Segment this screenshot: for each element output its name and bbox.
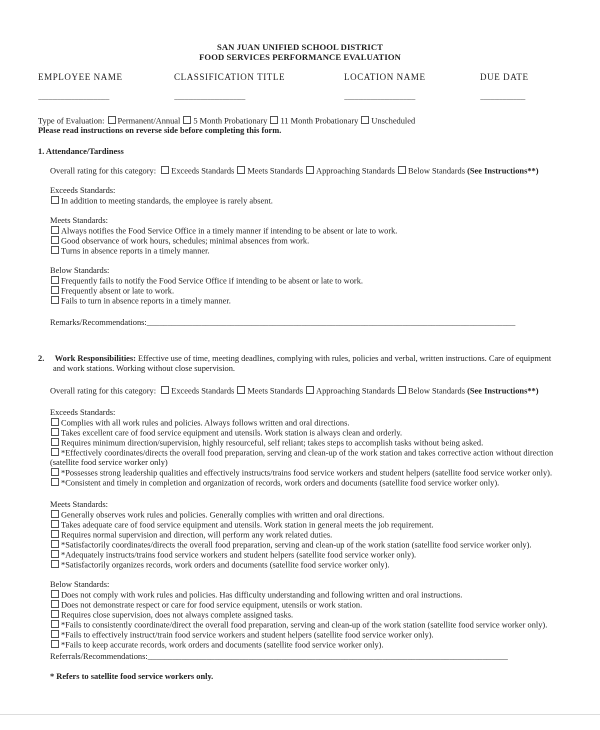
item-text: Generally observes work rules and policies. Generally complies with written and oral directions. (61, 510, 385, 520)
item-text: Requires close supervision, does not always complete assigned tasks. (61, 610, 294, 620)
checkbox-permanent[interactable] (108, 116, 116, 124)
list-item-continued: (satellite food service worker only) (50, 458, 168, 467)
rating-option-approaching: Approaching Standards (316, 386, 395, 396)
item-text: Requires minimum direction/supervision, highly resourceful, self reliant; takes steps to accomplish tasks without being asked. (61, 438, 484, 448)
below-heading: Below Standards: (50, 580, 110, 589)
item-text: *Satisfactorily coordinates/directs the overall food preparation, serving and clean-up of the work station (satellite food service worker only). (61, 540, 532, 550)
item-text: *Fails to consistently coordinate/direct the overall food preparation, serving and clean-up of the work station (satellite food service worker only). (61, 620, 548, 630)
rating-option-meets: Meets Standards (247, 166, 303, 176)
list-item (50, 478, 499, 489)
district-title: SAN JUAN UNIFIED SCHOOL DISTRICT (216, 42, 384, 52)
rating-label: Overall rating for this category: (50, 166, 157, 176)
section1-heading: 1. Attendance/Tardiness (38, 147, 124, 156)
instructions-note: Please read instructions on reverse side before completing this form. (38, 126, 282, 135)
item-checkbox[interactable] (51, 236, 59, 244)
exceeds-heading: Exceeds Standards: (50, 186, 116, 195)
item-text: Requires normal supervision and direction, will perform any work related duties. (61, 530, 333, 540)
item-text: *Fails to effectively instruct/train food service workers and student helpers (satellite food service worker only). (61, 630, 434, 640)
item-text: Takes adequate care of food service equipment and utensils. Work station in general meets the job requirement. (61, 520, 434, 530)
list-item (50, 246, 210, 257)
item-checkbox[interactable] (51, 296, 59, 304)
section2-heading-row (38, 354, 551, 365)
form-title: FOOD SERVICES PERFORMANCE EVALUATION (199, 52, 401, 62)
checkbox-below[interactable] (398, 166, 406, 174)
item-checkbox[interactable] (51, 438, 59, 446)
rating-option-below: Below Standards (408, 386, 465, 396)
rating-option-exceeds: Exceeds Standards (171, 386, 235, 396)
item-checkbox[interactable] (51, 226, 59, 234)
rating-option-exceeds: Exceeds Standards (171, 166, 235, 176)
option-11-month: 11 Month Probationary (280, 116, 359, 126)
section2-description-continued: and work stations. Working without close supervision. (53, 364, 236, 373)
list-item (50, 560, 389, 571)
item-checkbox[interactable] (51, 196, 59, 204)
item-text: *Satisfactorily organizes records, work orders and documents (satellite food service worker only). (61, 560, 390, 570)
referrals-label: Referrals/Recommendations: (50, 652, 148, 661)
section2-description: Effective use of time, meeting deadlines, complying with rules, policies and verbal, written instructions. Care of equipment (135, 354, 552, 363)
item-checkbox[interactable] (51, 540, 59, 548)
item-checkbox[interactable] (51, 286, 59, 294)
below-heading: Below Standards: (50, 266, 110, 275)
checkbox-approaching[interactable] (306, 166, 314, 174)
list-item (50, 196, 273, 207)
item-text: Frequently fails to notify the Food Service Office if intending to be absent or late to work. (61, 276, 363, 286)
rating-option-approaching: Approaching Standards (316, 166, 395, 176)
footnote: * Refers to satellite food service workers only. (50, 672, 214, 681)
exceeds-heading: Exceeds Standards: (50, 408, 116, 417)
item-text: *Adequately instructs/trains food service workers and student helpers (satellite food service worker only). (61, 550, 417, 560)
checkbox-meets[interactable] (237, 386, 245, 394)
employee-name-field[interactable]: ----------------------------------------- (38, 95, 109, 103)
list-item (50, 640, 384, 651)
checkbox-meets[interactable] (237, 166, 245, 174)
item-checkbox[interactable] (51, 478, 59, 486)
section2-number: 2. (38, 354, 45, 363)
item-text: *Consistent and timely in completion and organization of records, work orders and documents (satellite food service worker only). (61, 478, 500, 488)
item-text: *Possesses strong leadership qualities and effectively instructs/trains food service workers and student helpers (satellite food service worker only). (61, 468, 553, 478)
rating-option-meets: Meets Standards (247, 386, 303, 396)
option-unscheduled: Unscheduled (371, 116, 416, 126)
item-checkbox[interactable] (51, 428, 59, 436)
checkbox-exceeds[interactable] (161, 166, 169, 174)
location-name-label: LOCATION NAME (344, 72, 426, 82)
due-date-field[interactable]: -------------------------- (480, 95, 526, 103)
item-checkbox[interactable] (51, 630, 59, 638)
section1-rating-row (50, 166, 539, 177)
item-text: Fails to turn in absence reports in a timely manner. (61, 296, 231, 306)
item-checkbox[interactable] (51, 560, 59, 568)
item-text: *Effectively coordinates/directs the overall food preparation, serving and clean-up of the work station and takes corrective action without direction (61, 448, 554, 458)
item-text: Takes excellent care of food service equipment and utensils. Work station is always clean and orderly. (61, 428, 403, 438)
item-checkbox[interactable] (51, 620, 59, 628)
section2-rating-row (50, 386, 539, 397)
item-text: Frequently absent or late to work. (61, 286, 175, 296)
item-checkbox[interactable] (51, 246, 59, 254)
remarks-row (50, 318, 515, 329)
item-checkbox[interactable] (51, 590, 59, 598)
see-instructions: (See Instructions**) (467, 386, 539, 396)
item-checkbox[interactable] (51, 468, 59, 476)
referrals-row (50, 652, 508, 663)
item-checkbox[interactable] (51, 510, 59, 518)
employee-name-label: EMPLOYEE NAME (38, 72, 123, 82)
remarks-label: Remarks/Recommendations: (50, 318, 147, 327)
item-text: Complies with all work rules and policies. Always follows written and oral directions. (61, 418, 350, 428)
item-checkbox[interactable] (51, 276, 59, 284)
page-bottom-rule (0, 714, 600, 715)
remarks-input-line[interactable]: ________________________________________________________________________________________ (146, 318, 516, 327)
checkbox-below[interactable] (398, 386, 406, 394)
checkbox-exceeds[interactable] (161, 386, 169, 394)
see-instructions: (See Instructions**) (467, 166, 539, 176)
item-checkbox[interactable] (51, 610, 59, 618)
item-checkbox[interactable] (51, 418, 59, 426)
item-checkbox[interactable] (51, 448, 59, 456)
item-text: Does not comply with work rules and policies. Has difficulty understanding and following written and oral instructions. (61, 590, 463, 600)
item-checkbox[interactable] (51, 640, 59, 648)
checkbox-unscheduled[interactable] (361, 116, 369, 124)
item-text: Turns in absence reports in a timely manner. (61, 246, 210, 256)
rating-label: Overall rating for this category: (50, 386, 157, 396)
list-item (50, 296, 231, 307)
referrals-input-line[interactable]: ______________________________________________________________________________________ (147, 652, 508, 661)
checkbox-approaching[interactable] (306, 386, 314, 394)
meets-heading: Meets Standards: (50, 216, 108, 225)
due-date-label: DUE DATE (480, 72, 529, 82)
option-permanent: Permanent/Annual (117, 116, 181, 126)
classification-title-field[interactable]: ----------------------------------------- (174, 95, 245, 103)
item-text: Does not demonstrate respect or care for food service equipment, utensils or work station. (61, 600, 363, 610)
location-name-field[interactable]: ----------------------------------------- (344, 95, 415, 103)
item-checkbox[interactable] (51, 520, 59, 528)
evaluation-type-label: Type of Evaluation: (38, 116, 105, 126)
rating-option-below: Below Standards (408, 166, 465, 176)
item-text: Always notifies the Food Service Office in a timely manner if intending to be absent or late to work. (61, 226, 398, 236)
item-text: Good observance of work hours, schedules; minimal absences from work. (61, 236, 310, 246)
option-5-month: 5 Month Probationary (193, 116, 268, 126)
checkbox-5-month[interactable] (183, 116, 191, 124)
meets-heading: Meets Standards: (50, 500, 108, 509)
item-text: In addition to meeting standards, the employee is rarely absent. (61, 196, 273, 206)
classification-title-label: CLASSIFICATION TITLE (174, 72, 286, 82)
checkbox-11-month[interactable] (270, 116, 278, 124)
item-text: *Fails to keep accurate records, work orders and documents (satellite food service worker only). (61, 640, 384, 650)
item-checkbox[interactable] (51, 530, 59, 538)
section2-heading: Work Responsibilities: (54, 354, 136, 363)
item-checkbox[interactable] (51, 600, 59, 608)
item-checkbox[interactable] (51, 550, 59, 558)
